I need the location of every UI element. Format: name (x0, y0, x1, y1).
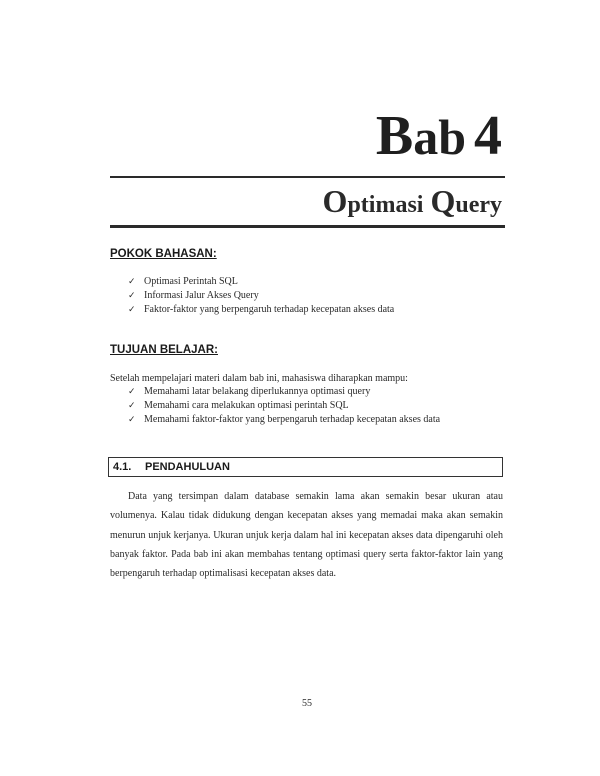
chapter-title-cap-1: O (322, 183, 348, 219)
check-icon: ✓ (128, 415, 136, 425)
chapter-label-initial: B (375, 105, 414, 167)
section-title: PENDAHULUAN (145, 461, 230, 473)
tujuan-belajar-intro: Setelah mempelajari materi dalam bab ini, mahasiswa diharapkan mampu: (110, 373, 408, 384)
list-item-text: Optimasi Perintah SQL (144, 276, 238, 287)
check-icon: ✓ (128, 305, 136, 315)
bottom-rule (110, 225, 505, 228)
page-number: 55 (302, 698, 312, 709)
check-icon: ✓ (128, 401, 136, 411)
section-heading-box (108, 457, 503, 477)
chapter-title-cap-2: Q (430, 183, 456, 219)
tujuan-belajar-list (128, 385, 440, 427)
chapter-number: 4 (474, 105, 502, 167)
list-item-text: Informasi Jalur Akses Query (144, 290, 259, 301)
check-icon: ✓ (128, 387, 136, 397)
check-icon: ✓ (128, 291, 136, 301)
list-item-text: Memahami cara melakukan optimasi perintah SQL (144, 400, 349, 411)
list-item (128, 303, 394, 317)
chapter-label (375, 105, 502, 167)
list-item (128, 275, 394, 289)
section-number: 4.1. (113, 461, 132, 473)
list-item (128, 385, 440, 399)
chapter-label-rest: ab (413, 109, 466, 165)
chapter-title (323, 185, 502, 217)
pokok-bahasan-heading: POKOK BAHASAN: (110, 248, 217, 260)
check-icon: ✓ (128, 277, 136, 287)
list-item-text: Faktor-faktor yang berpengaruh terhadap kecepatan akses data (144, 304, 395, 315)
chapter-title-rest-1: ptimasi (347, 192, 424, 218)
list-item (128, 399, 440, 413)
list-item-text: Memahami faktor-faktor yang berpengaruh terhadap kecepatan akses data (144, 414, 441, 425)
tujuan-belajar-heading: TUJUAN BELAJAR: (110, 344, 218, 356)
list-item (128, 413, 440, 427)
chapter-title-rest-2: uery (455, 192, 502, 218)
top-rule (110, 176, 505, 178)
list-item (128, 289, 394, 303)
list-item-text: Memahami latar belakang diperlukannya optimasi query (144, 386, 371, 397)
section-paragraph: Data yang tersimpan dalam database semakin lama akan semakin besar ukuran atau volumenya. Kalau tidak didukung dengan kecepatan akses yang memadai maka akan semakin menurun unjuk kerjanya. Ukuran unjuk kerja dalam hal ini kecepatan akses data dipengaruhi oleh banyak faktor. Pada bab ini akan membahas tentang optimasi query serta faktor-faktor lain yang berpengaruh terhadap optimalisasi kecepatan akses data. (110, 491, 503, 580)
pokok-bahasan-list (128, 275, 394, 317)
